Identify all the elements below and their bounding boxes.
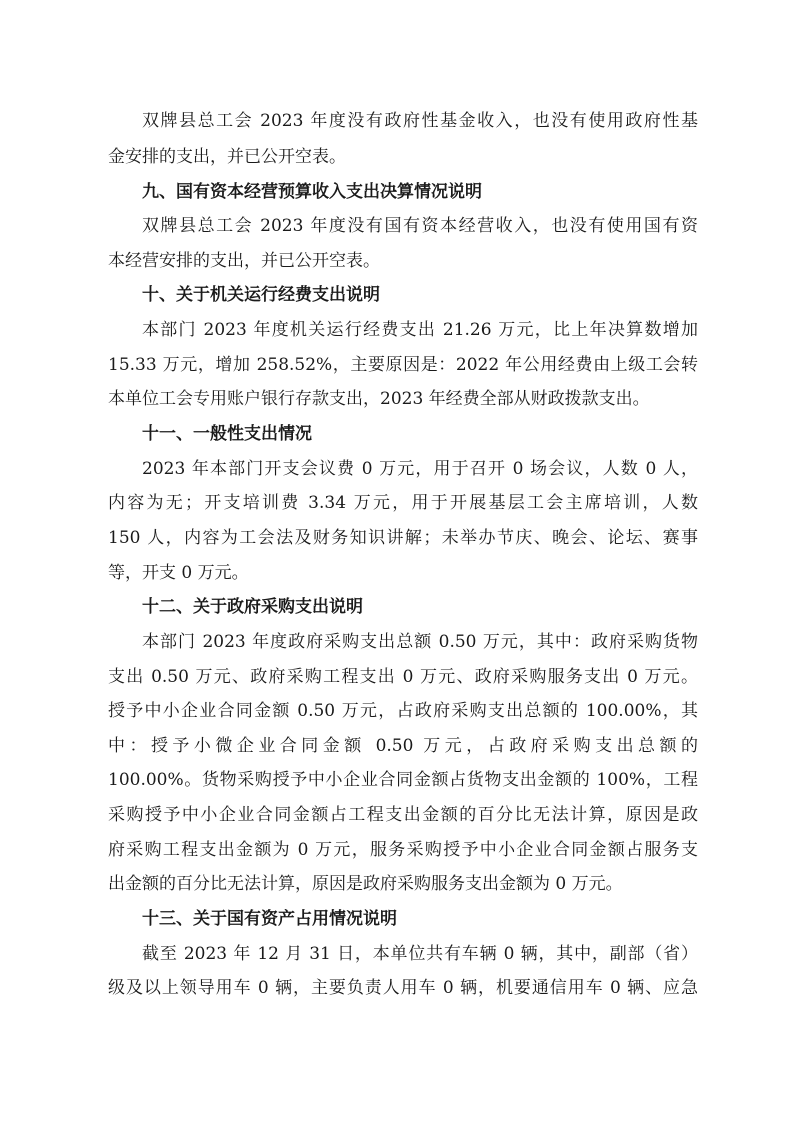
- paragraph-line: 采购授予中小企业合同金额占工程支出金额的百分比无法计算，原因是政: [108, 805, 698, 825]
- paragraph-line: 100.00%。货物采购授予中小企业合同金额占货物支出金额的 100%，工程: [108, 770, 698, 790]
- paragraph-line: 本单位工会专用账户银行存款支出，2023 年经费全部从财政拨款支出。: [108, 389, 650, 409]
- paragraph-line: 府采购工程支出金额为 0 万元，服务采购授予中小企业合同金额占服务支: [108, 840, 698, 860]
- paragraph-line: 双牌县总工会 2023 年度没有国有资本经营收入，也没有使用国有资: [142, 216, 698, 236]
- section-heading: 十一、一般性支出情况: [142, 424, 312, 444]
- paragraph-line: 级及以上领导用车 0 辆，主要负责人用车 0 辆，机要通信用车 0 辆、应急: [108, 978, 698, 998]
- paragraph-line: 150 人，内容为工会法及财务知识讲解；未举办节庆、晚会、论坛、赛事: [108, 528, 698, 548]
- paragraph-line: 内容为无；开支培训费 3.34 万元，用于开展基层工会主席培训，人数: [108, 493, 698, 513]
- section-heading: 九、国有资本经营预算收入支出决算情况说明: [142, 182, 482, 202]
- paragraph-line: 中：授予小微企业合同金额 0.50 万元，占政府采购支出总额的: [108, 736, 698, 756]
- paragraph-line: 支出 0.50 万元、政府采购工程支出 0 万元、政府采购服务支出 0 万元。: [108, 667, 698, 687]
- paragraph-line: 双牌县总工会 2023 年度没有政府性基金收入，也没有使用政府性基: [142, 111, 698, 131]
- paragraph-line: 本部门 2023 年度政府采购支出总额 0.50 万元，其中：政府采购货物: [142, 632, 698, 652]
- section-heading: 十三、关于国有资产占用情况说明: [142, 909, 397, 929]
- section-heading: 十、关于机关运行经费支出说明: [142, 285, 380, 305]
- paragraph-line: 金安排的支出，并已公开空表。: [108, 147, 346, 167]
- paragraph-line: 等，开支 0 万元。: [108, 563, 249, 583]
- section-heading: 十二、关于政府采购支出说明: [142, 597, 363, 617]
- paragraph-line: 截至 2023 年 12 月 31 日，本单位共有车辆 0 辆，其中，副部（省）: [142, 944, 698, 964]
- paragraph-line: 15.33 万元，增加 258.52%，主要原因是：2022 年公用经费由上级工会转: [108, 355, 698, 375]
- paragraph-line: 出金额的百分比无法计算，原因是政府采购服务支出金额为 0 万元。: [108, 874, 623, 894]
- paragraph-line: 授予中小企业合同金额 0.50 万元，占政府采购支出总额的 100.00%，其: [108, 701, 698, 721]
- paragraph-line: 本部门 2023 年度机关运行经费支出 21.26 万元，比上年决算数增加: [142, 320, 698, 340]
- paragraph-line: 本经营安排的支出，并已公开空表。: [108, 251, 380, 271]
- paragraph-line: 2023 年本部门开支会议费 0 万元，用于召开 0 场会议，人数 0 人，: [142, 459, 698, 479]
